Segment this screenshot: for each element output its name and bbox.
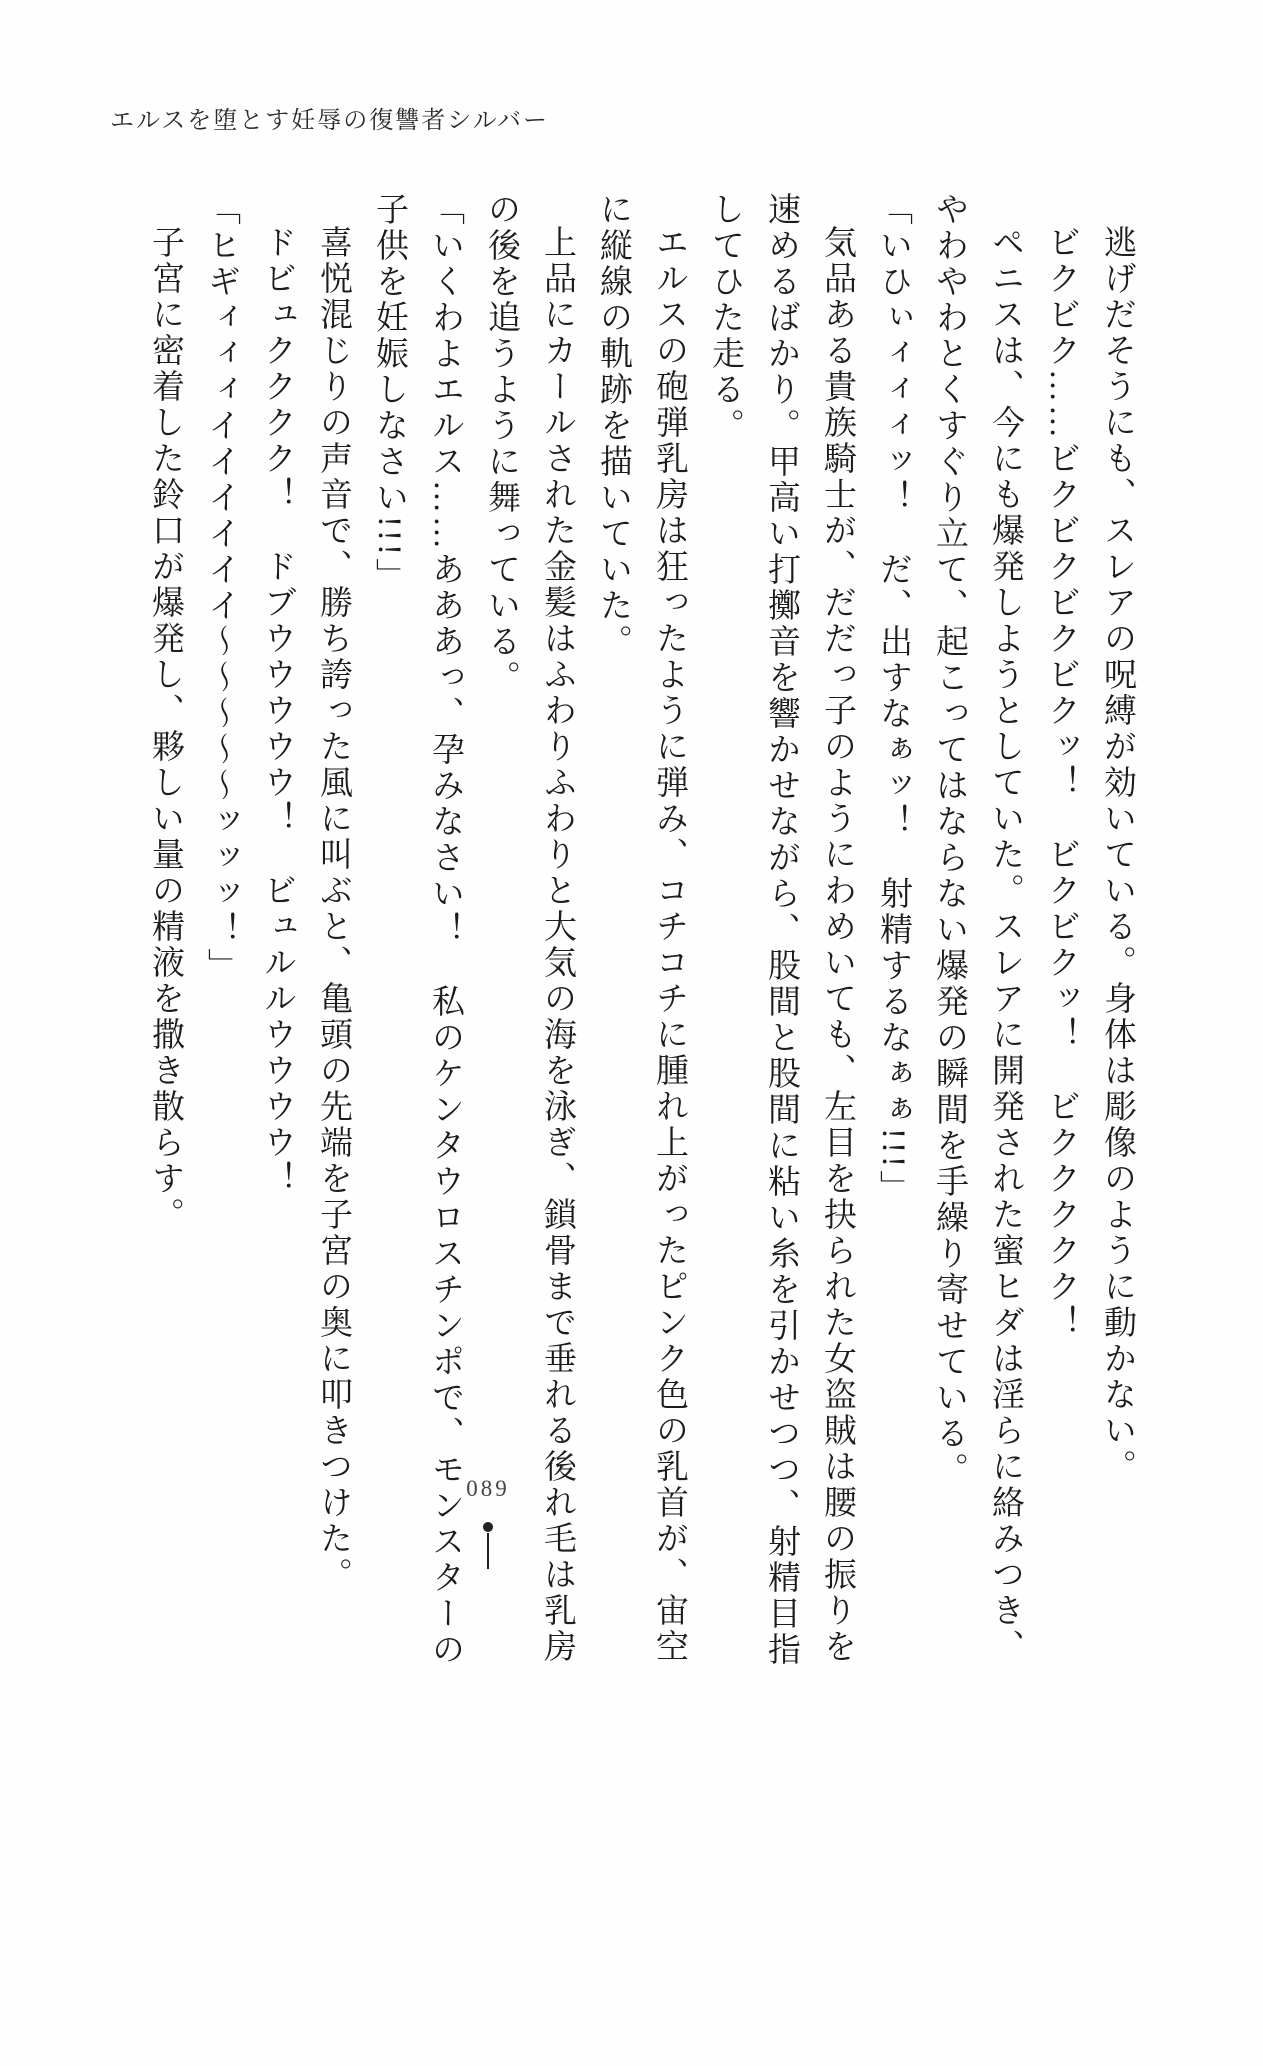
paragraph: 逃げだそうにも、スレアの呪縛が効いている。身体は彫像のように動かない。 (1099, 225, 1135, 1485)
paragraph: 気品ある貴族騎士が、だだっ子のようにわめいても、左目を抉られた女盗賊は腰の振りを速めるばかり。甲高い打擲音を響かせながら、股間と股間に粘い糸を引かせつつ、射精目指してひた走る。 (707, 192, 855, 1668)
paragraph-dialogue: 「ヒギィィィイイイイイイ～～～～～ッッッ！」 (203, 192, 239, 984)
paragraph: ビクビク……ビクビクビクビクッ！ ビクビクッ！ ビククククク！ (1043, 225, 1079, 1341)
paragraph: 喜悦混じりの声音で、勝ち誇った風に叫ぶと、亀頭の先端を子宮の奥に叩きつけた。 (315, 225, 351, 1593)
paragraph: 上品にカールされた金髪はふわりふわりと大気の海を泳ぎ、鎖骨まで垂れる後れ毛は乳房の後を追うように舞っている。 (483, 192, 575, 1665)
footer-ornament (0, 1522, 976, 1569)
paragraph: ドビュクククク！ ドブウウウウウ！ ビュルルウウウウ！ (259, 225, 295, 1197)
paragraph-dialogue: 「いくわよエルス……あああっ、孕みなさい！ 私のケンタウロスチンポで、モンスターの子供を妊娠しなさい!!!」 (371, 192, 463, 1668)
ornament-line (487, 1533, 489, 1569)
running-head-title: エルスを堕とす妊辱の復讐者シルバー (110, 108, 549, 134)
paragraph: エルスの砲弾乳房は狂ったように弾み、コチコチに腫れ上がったピンク色の乳首が、宙空に縦線の軌跡を描いていた。 (595, 192, 687, 1665)
main-text-block (133, 192, 1145, 1692)
paragraph: ペニスは、今にも爆発しようとしていた。スレアに開発された蜜ヒダは淫らに絡みつき、やわやわとくすぐり立て、起こってはならない爆発の瞬間を手繰り寄せている。 (931, 192, 1023, 1665)
footer (0, 1476, 976, 1502)
paragraph: 子宮に密着した鈴口が爆発し、夥しい量の精液を撒き散らす。 (147, 225, 183, 1233)
page-number: 089 (466, 1476, 510, 1501)
paragraph-dialogue: 「いひぃィィィッ！ だ、出すなぁッ！ 射精するなぁぁ!!!」 (875, 192, 911, 1206)
ornament-dot-icon (483, 1522, 493, 1532)
